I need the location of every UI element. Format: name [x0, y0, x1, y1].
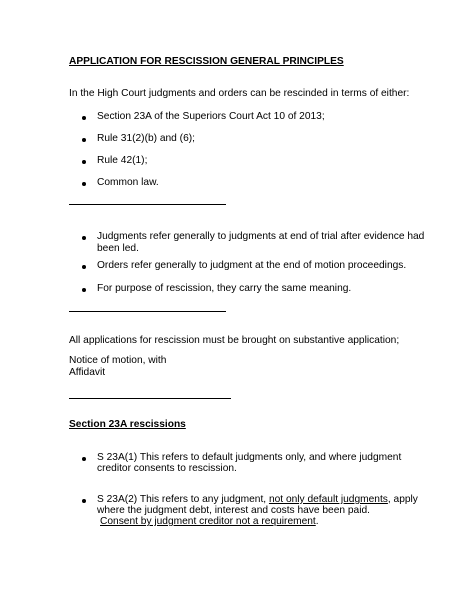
divider-line [69, 311, 226, 312]
affidavit-line: Affidavit [69, 367, 106, 378]
ground-item-rule-31: Rule 31(2)(b) and (6); [97, 133, 195, 144]
definition-orders: Orders refer generally to judgment at the end of motion proceedings. [97, 260, 407, 271]
s23a2-line1-suffix: , apply [387, 494, 418, 505]
bullet-icon [82, 182, 86, 186]
ground-item-common-law: Common law. [97, 177, 159, 188]
s23a2-line2: where the judgment debt, interest and costs have been paid. [97, 505, 370, 516]
definition-judgments-line1: Judgments refer generally to judgments at end of trial after evidence had [97, 231, 425, 242]
s23a2-consent-phrase: Consent by judgment creditor not a requirement [100, 516, 316, 527]
bullet-icon [82, 499, 86, 503]
s23a1-line1: S 23A(1) This refers to default judgments only, and where judgment [97, 452, 402, 463]
definition-purpose: For purpose of rescission, they carry the same meaning. [97, 283, 352, 294]
bullet-icon [82, 160, 86, 164]
divider-line [69, 398, 231, 399]
s23a2-underlined-phrase: not only default judgments [268, 494, 388, 505]
bullet-icon [82, 457, 86, 461]
s23a2-line1-prefix: S 23A(2) This refers to any judgment, [97, 494, 269, 505]
intro-text: In the High Court judgments and orders can be rescinded in terms of either: [69, 88, 410, 99]
bullet-icon [82, 236, 86, 240]
bullet-icon [82, 138, 86, 142]
divider-line [69, 204, 226, 205]
section-23a-heading: Section 23A rescissions [69, 419, 186, 430]
bullet-icon [82, 288, 86, 292]
bullet-icon [82, 116, 86, 120]
bullet-icon [82, 265, 86, 269]
document-heading: APPLICATION FOR RESCISSION GENERAL PRINCIPLES [69, 56, 344, 67]
ground-item-rule-42: Rule 42(1); [97, 155, 148, 166]
s23a1-line2: creditor consents to rescission. [97, 463, 237, 474]
definition-judgments-line2: been led. [97, 243, 139, 254]
ground-item-section-23a: Section 23A of the Superiors Court Act 10 of 2013; [97, 111, 325, 122]
notice-of-motion-line: Notice of motion, with [69, 355, 167, 366]
s23a2-line3: Consent by judgment creditor not a requirement. [100, 516, 319, 527]
applications-note: All applications for rescission must be brought on substantive application; [69, 335, 400, 346]
